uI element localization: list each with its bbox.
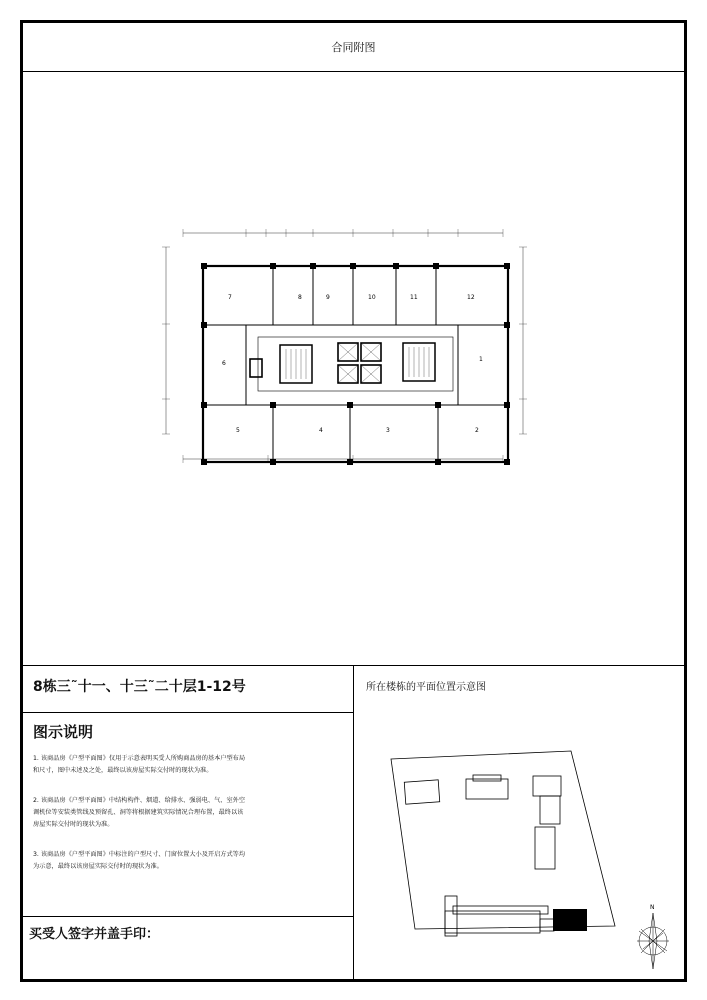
compass-north-label: N — [650, 904, 655, 911]
title-divider — [23, 71, 684, 72]
room-number: 10 — [368, 294, 376, 301]
note-2: 2. 该商品房《户型平面图》中结构构件、烟道、给排水、强弱电、气、室外空 调机位等安装类管线及预留孔、洞等将根据建筑实际情况合理布置，最终以该 房屋实际交付时的现状为准。 — [33, 797, 246, 828]
room-number: 7 — [228, 294, 232, 301]
room-number: 3 — [386, 427, 390, 434]
unit-title-cell — [23, 665, 353, 712]
table-column-divider — [353, 665, 354, 982]
room-number: 2 — [475, 427, 479, 434]
room-number: 5 — [236, 427, 240, 434]
building-footprint — [404, 780, 439, 804]
drawing-frame — [20, 20, 687, 982]
site-plan-title-cell — [354, 665, 687, 712]
note-3: 3. 该商品房《户型平面图》中标注的户型尺寸、门窗位置大小及开启方式等均 为示意，最终以该房屋实际交付时的现状为准。 — [33, 851, 246, 870]
room-number: 1 — [479, 356, 483, 363]
room-number: 12 — [467, 294, 475, 301]
floor-plan-drawing — [158, 219, 538, 471]
document-title: 合同附图 — [331, 41, 376, 54]
room-number: 8 — [298, 294, 302, 301]
note-1: 1. 该商品房《户型平面图》仅用于示意表明买受人所购商品房的基本户型布局 和尺寸，图中未述及之处，最终以该房屋实际交付时的现状为准。 — [33, 755, 246, 774]
legend-title: 图示说明 — [33, 723, 94, 741]
room-number: 4 — [319, 427, 323, 434]
compass-icon — [633, 901, 673, 973]
site-plan-drawing — [383, 741, 623, 941]
room-number: 11 — [410, 294, 418, 301]
target-building-highlight — [553, 909, 587, 931]
unit-title: 8栋三˜十一、十三˜二十层1-12号 — [33, 679, 246, 695]
room-number: 9 — [326, 294, 330, 301]
legend-cell — [23, 713, 353, 916]
signature-cell — [23, 917, 353, 982]
room-number: 6 — [222, 360, 226, 367]
site-plan-title: 所在楼栋的平面位置示意图 — [366, 682, 486, 693]
signature-label: 买受人签字并盖手印： — [29, 927, 160, 942]
